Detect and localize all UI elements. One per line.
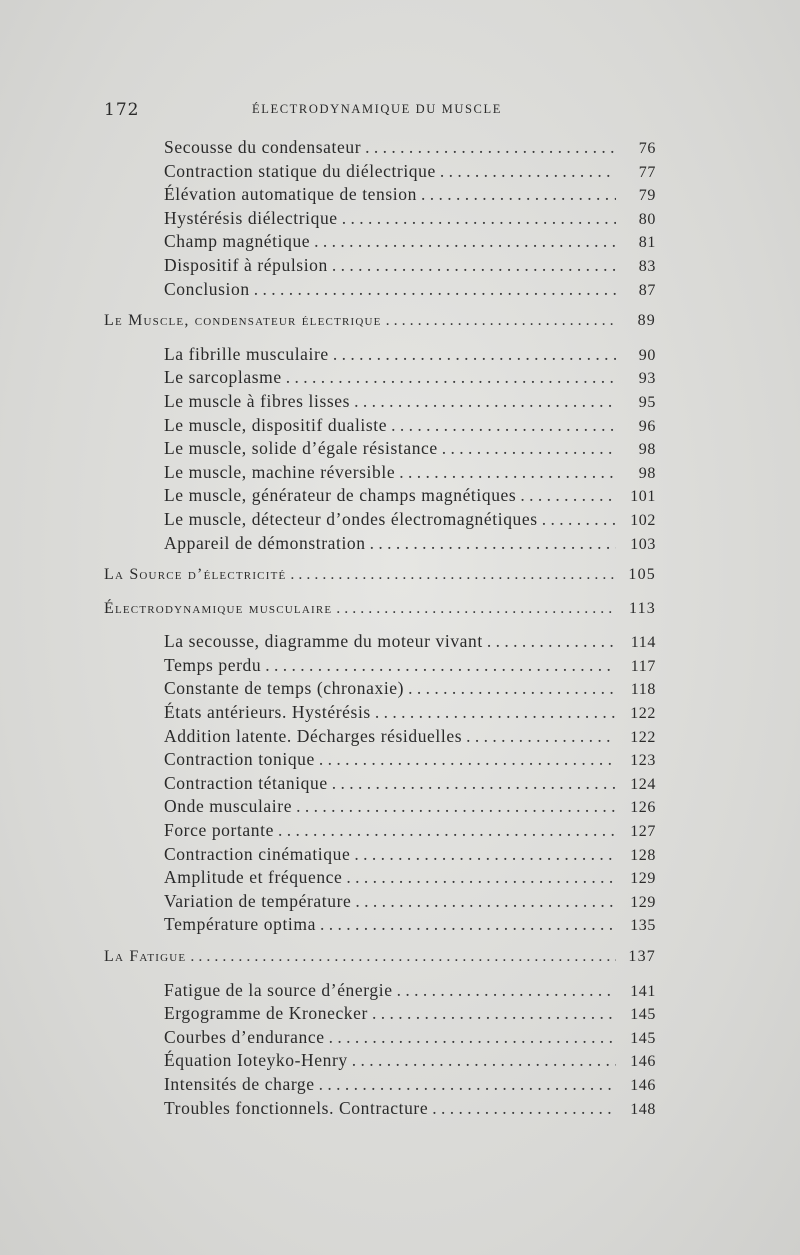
toc-entry <box>104 979 656 1003</box>
toc-entry-label: Électrodynamique musculaire <box>104 599 333 617</box>
dot-leader <box>399 461 616 485</box>
page-number: 172 <box>104 100 140 120</box>
toc-entry-label: Courbes d’endurance <box>164 1026 325 1047</box>
dot-leader <box>542 508 616 532</box>
toc-entry <box>104 230 656 254</box>
toc-entry <box>104 160 656 184</box>
dot-leader <box>190 945 616 969</box>
toc-entry-label: Contraction tétanique <box>164 772 328 793</box>
toc-entry <box>104 484 656 508</box>
toc-entry-page: 114 <box>630 634 656 652</box>
toc-entry-label: Contraction tonique <box>164 749 315 770</box>
toc-entry-label: La secousse, diagramme du moteur vivant <box>164 631 483 652</box>
dot-leader <box>386 309 616 333</box>
dot-leader <box>432 1097 616 1121</box>
dot-leader <box>370 532 616 556</box>
toc-entry-label: Contraction cinématique <box>164 843 351 864</box>
toc-entry-page: 80 <box>638 210 656 228</box>
toc-entry <box>104 1049 656 1073</box>
dot-leader <box>421 183 616 207</box>
toc-entry-page: 128 <box>630 846 656 864</box>
toc-entry <box>104 390 656 414</box>
dot-leader <box>290 563 616 587</box>
toc-entry-page: 113 <box>628 599 656 617</box>
toc-entry-page: 141 <box>630 982 656 1000</box>
toc-entry <box>104 1073 656 1097</box>
toc-entry-page: 79 <box>638 187 656 205</box>
toc-entry-label: Le muscle, générateur de champs magnétiques <box>164 485 517 506</box>
toc-entry-label: Le muscle, détecteur d’ondes électromagnétiques <box>164 508 538 529</box>
toc-entry-page: 129 <box>630 870 656 888</box>
toc-entry-label: Ergogramme de Kronecker <box>164 1003 368 1024</box>
toc-entry-page: 127 <box>630 823 656 841</box>
toc-entry-page: 118 <box>630 681 656 699</box>
toc-entry-page: 77 <box>638 163 656 181</box>
toc-entry-page: 117 <box>630 657 656 675</box>
toc-entry-page: 145 <box>630 1006 656 1024</box>
toc-entry <box>104 866 656 890</box>
toc-entry <box>104 183 656 207</box>
toc-entry <box>104 890 656 914</box>
toc-entry-page: 98 <box>638 464 656 482</box>
toc-entry-page: 98 <box>638 441 656 459</box>
toc-entry-label: Température optima <box>164 914 316 935</box>
dot-leader <box>375 701 616 725</box>
toc-entry-label: Intensités de charge <box>164 1073 315 1094</box>
toc-entry-label: Élévation automatique de tension <box>164 184 417 205</box>
dot-leader <box>342 207 616 231</box>
toc-entry <box>104 1026 656 1050</box>
toc-entry-page: 96 <box>638 417 656 435</box>
dot-leader <box>487 630 616 654</box>
dot-leader <box>329 1026 616 1050</box>
dot-leader <box>265 654 616 678</box>
toc-entry <box>104 1002 656 1026</box>
running-head <box>104 100 656 124</box>
toc-entry <box>104 437 656 461</box>
toc-entry-page: 101 <box>630 488 656 506</box>
toc-entry <box>104 748 656 772</box>
toc-entry <box>104 701 656 725</box>
toc-entry-label: Appareil de démonstration <box>164 532 366 553</box>
toc-entry <box>104 278 656 302</box>
toc-section-heading <box>104 309 656 333</box>
toc-entry-label: Dispositif à répulsion <box>164 254 328 275</box>
toc-entry-page: 123 <box>630 752 656 770</box>
toc-entry-label: Constante de temps (chronaxie) <box>164 678 405 699</box>
toc-entry-page: 126 <box>630 799 656 817</box>
toc-entry-page: 87 <box>638 281 656 299</box>
toc-entry <box>104 254 656 278</box>
dot-leader <box>332 772 616 796</box>
dot-leader <box>397 979 616 1003</box>
dot-leader <box>320 913 616 937</box>
toc-entry <box>104 343 656 367</box>
dot-leader <box>352 1049 616 1073</box>
toc-entry-label: La Source d’électricité <box>104 566 287 584</box>
toc-entry-page: 135 <box>630 917 656 935</box>
dot-leader <box>333 343 616 367</box>
toc-entry <box>104 532 656 556</box>
toc-entry <box>104 136 656 160</box>
toc-section-heading <box>104 597 656 621</box>
dot-leader <box>408 677 616 701</box>
toc-entry-label: Onde musculaire <box>164 796 293 817</box>
dot-leader <box>254 278 616 302</box>
toc-entry-page: 93 <box>638 370 656 388</box>
dot-leader <box>319 1073 616 1097</box>
dot-leader <box>355 890 616 914</box>
toc-entry-label: Conclusion <box>164 278 250 299</box>
running-title: ÉLECTRODYNAMIQUE DU MUSCLE <box>252 102 502 116</box>
dot-leader <box>442 437 616 461</box>
toc-entry <box>104 414 656 438</box>
toc-entry-label: Variation de température <box>164 890 352 911</box>
toc-section-heading <box>104 945 656 969</box>
dot-leader <box>354 390 616 414</box>
toc-entry <box>104 795 656 819</box>
dot-leader <box>319 748 616 772</box>
toc-entry-label: Le muscle à fibres lisses <box>164 390 351 411</box>
toc-entry-page: 146 <box>630 1053 656 1071</box>
toc-entry <box>104 677 656 701</box>
toc-entry <box>104 630 656 654</box>
toc-entry-page: 81 <box>638 234 656 252</box>
toc-entry-page: 103 <box>630 535 656 553</box>
toc-entry-label: Le muscle, dispositif dualiste <box>164 414 388 435</box>
toc-section-heading <box>104 563 656 587</box>
toc-entry-label: Temps perdu <box>164 654 262 675</box>
toc-entry-page: 145 <box>630 1029 656 1047</box>
dot-leader <box>365 136 616 160</box>
dot-leader <box>372 1002 616 1026</box>
toc-entry <box>104 843 656 867</box>
dot-leader <box>286 366 616 390</box>
toc-entry-page: 124 <box>630 775 656 793</box>
dot-leader <box>336 597 616 621</box>
toc-entry-label: Hystérésis diélectrique <box>164 207 338 228</box>
toc-entry-page: 137 <box>628 948 656 965</box>
toc-entry-label: États antérieurs. Hystérésis <box>164 702 371 723</box>
toc-entry <box>104 725 656 749</box>
toc-entry-page: 102 <box>630 511 656 529</box>
toc-entry-page: 122 <box>630 705 656 723</box>
toc-entry-page: 89 <box>637 312 656 330</box>
toc-entry-page: 76 <box>638 140 656 157</box>
toc-entry-label: Le muscle, machine réversible <box>164 461 396 482</box>
dot-leader <box>346 866 616 890</box>
dot-leader <box>296 795 616 819</box>
toc-entry-label: Addition latente. Décharges résiduelles <box>164 725 463 746</box>
dot-leader <box>520 484 616 508</box>
toc-entry-label: Fatigue de la source d’énergie <box>164 979 393 1000</box>
toc-entry-label: Secousse du condensateur <box>164 137 362 157</box>
toc-entry-label: Le Muscle, condensateur électrique <box>104 312 382 330</box>
toc-entry <box>104 1097 656 1121</box>
toc-entry <box>104 366 656 390</box>
toc-entry-label: Champ magnétique <box>164 231 311 252</box>
toc-entry <box>104 654 656 678</box>
toc-entry-label: La fibrille musculaire <box>164 343 329 364</box>
dot-leader <box>391 414 616 438</box>
dot-leader <box>278 819 616 843</box>
toc-entry-label: Le sarcoplasme <box>164 367 282 388</box>
toc-entry <box>104 819 656 843</box>
toc-entry <box>104 508 656 532</box>
toc-entry-page: 122 <box>630 728 656 746</box>
dot-leader <box>314 230 616 254</box>
toc-entry-page: 105 <box>628 566 656 584</box>
toc-entry-page: 148 <box>630 1100 656 1118</box>
toc-entry-page: 146 <box>630 1076 656 1094</box>
dot-leader <box>332 254 616 278</box>
toc-entry <box>104 772 656 796</box>
toc-entry-page: 95 <box>638 393 656 411</box>
table-of-contents <box>104 136 656 1120</box>
toc-entry <box>104 913 656 937</box>
toc-entry-label: Équation Ioteyko-Henry <box>164 1050 348 1071</box>
toc-entry-label: Contraction statique du diélectrique <box>164 160 436 181</box>
dot-leader <box>466 725 616 749</box>
toc-entry-page: 83 <box>638 257 656 275</box>
toc-entry-page: 90 <box>638 346 656 364</box>
toc-entry-label: La Fatigue <box>104 948 187 965</box>
toc-entry-label: Troubles fonctionnels. Contracture <box>164 1097 429 1118</box>
dot-leader <box>440 160 616 184</box>
toc-entry <box>104 461 656 485</box>
toc-entry-label: Le muscle, solide d’égale résistance <box>164 438 438 459</box>
toc-entry <box>104 207 656 231</box>
toc-entry-page: 129 <box>630 893 656 911</box>
toc-entry-label: Force portante <box>164 820 274 841</box>
dot-leader <box>354 843 616 867</box>
toc-entry-label: Amplitude et fréquence <box>164 867 343 888</box>
